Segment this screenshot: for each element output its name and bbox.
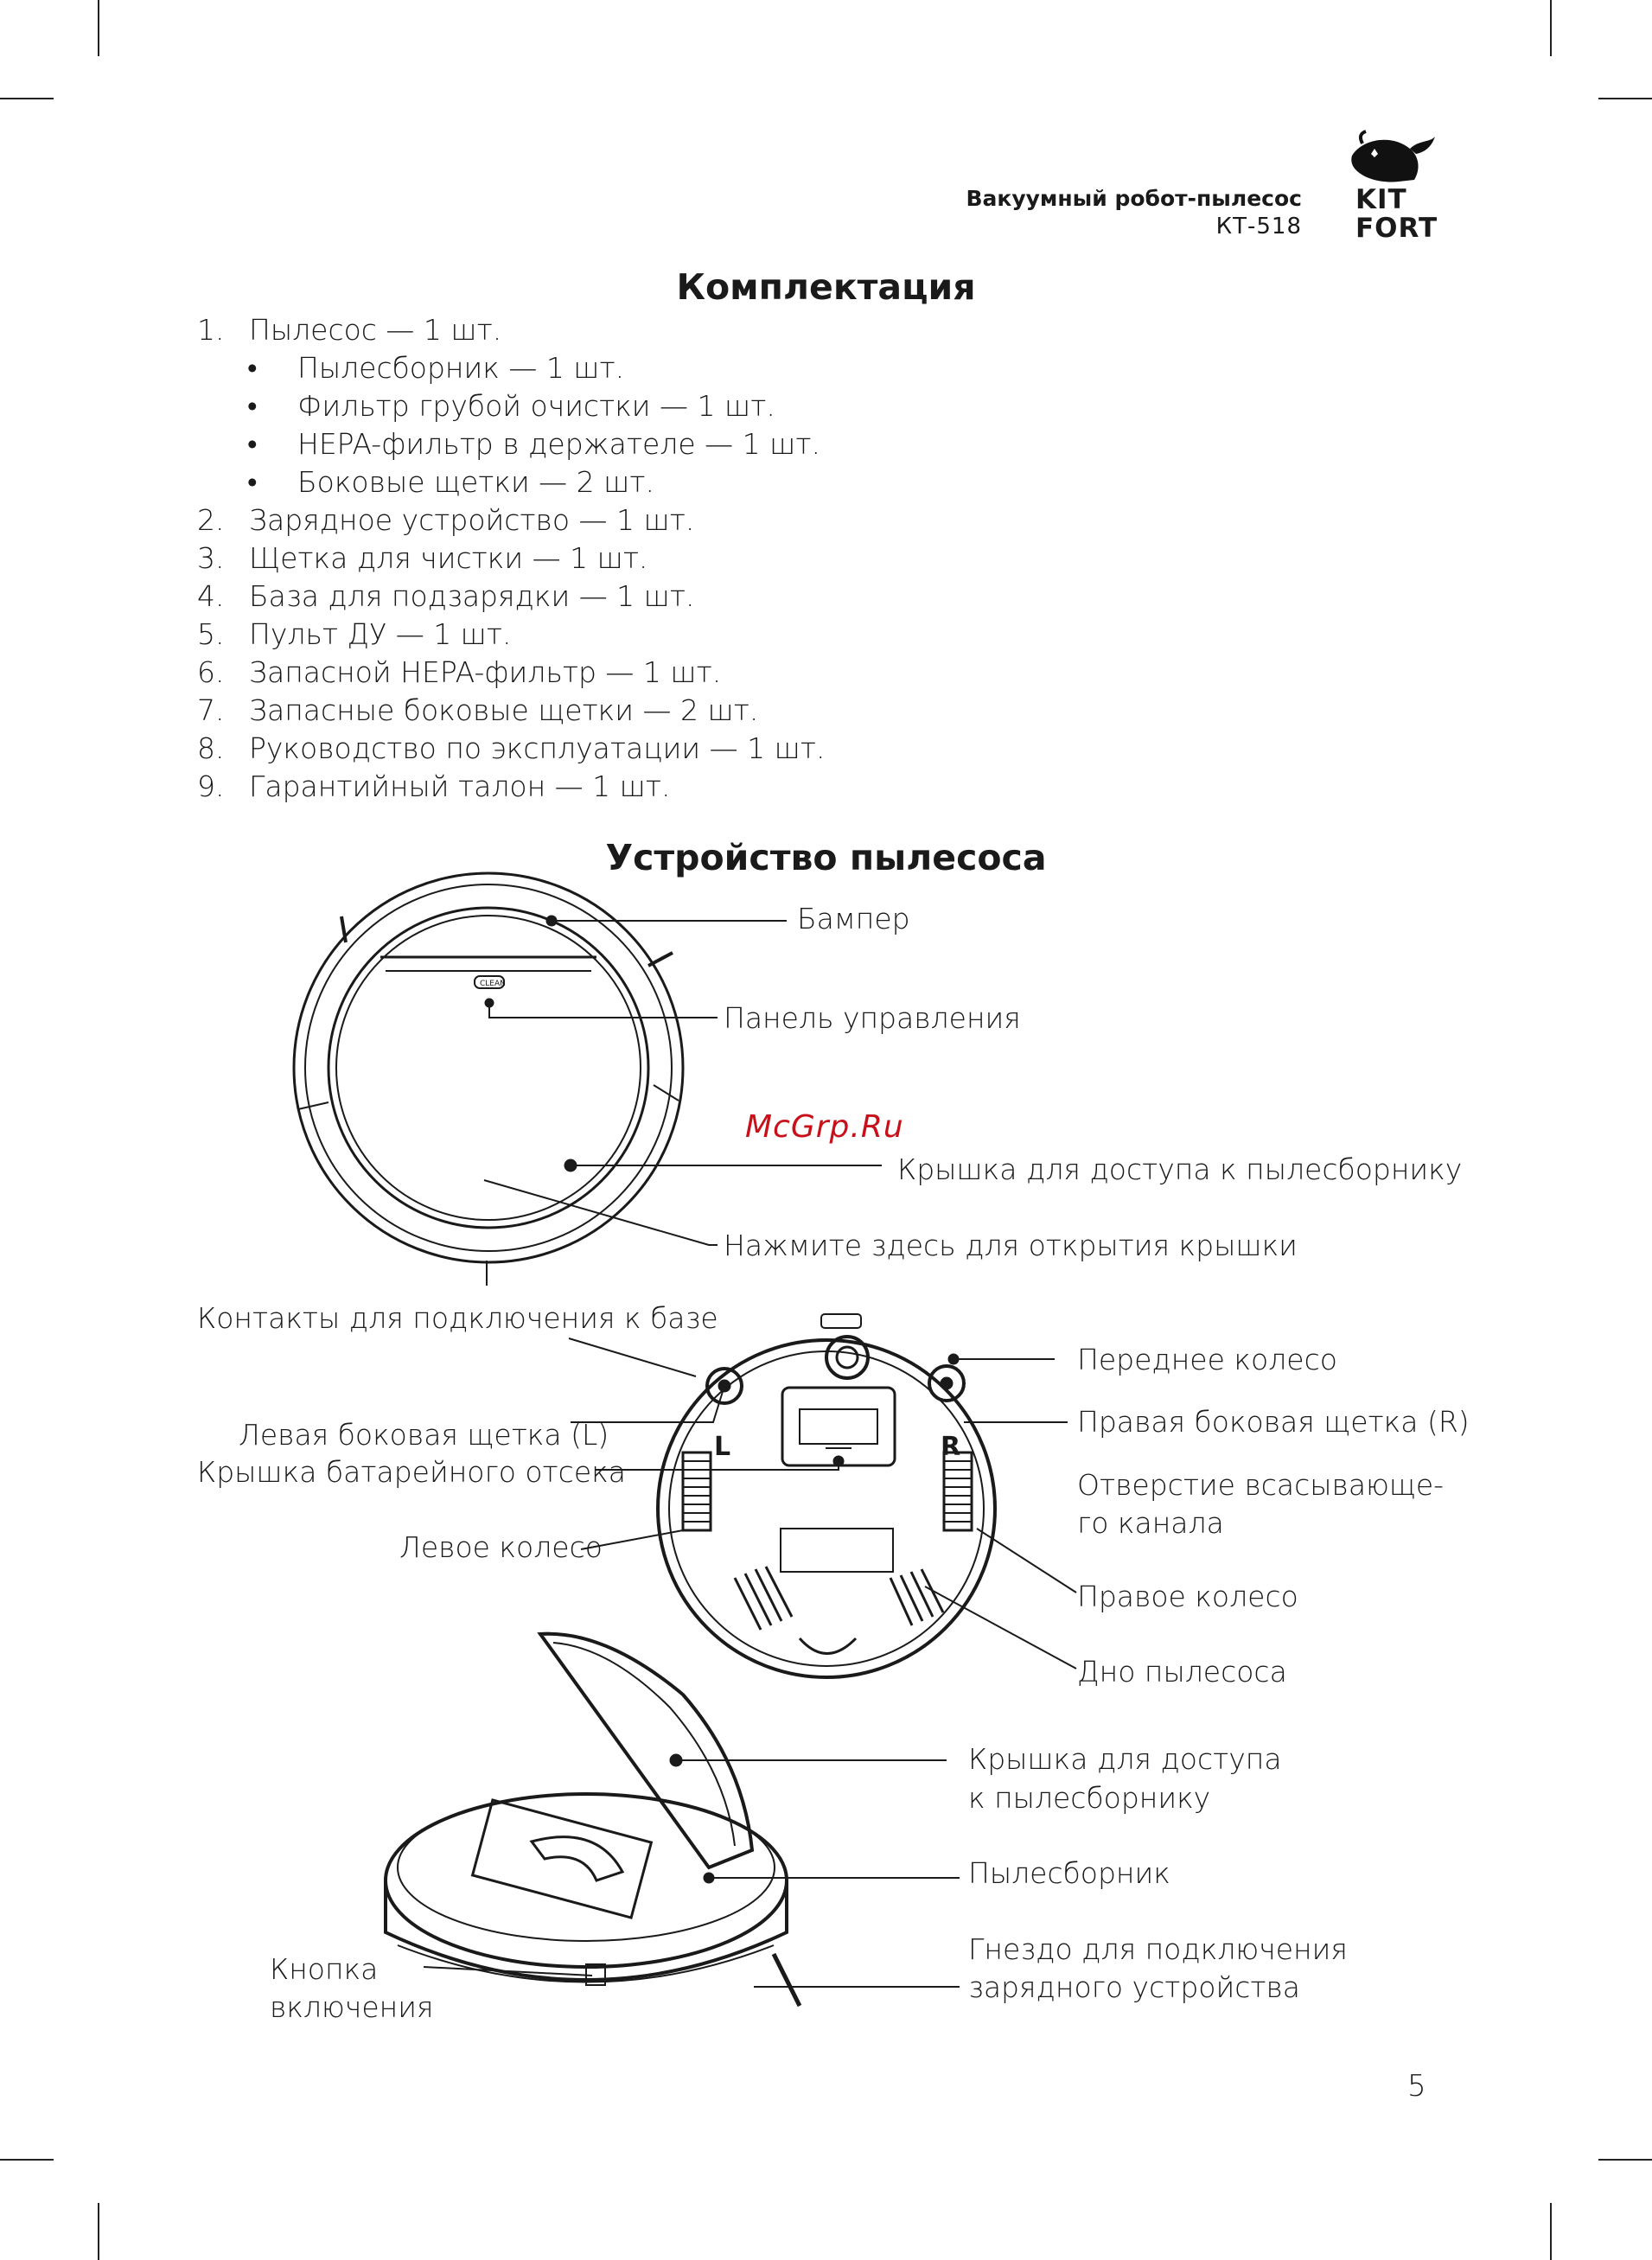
section-title-contents: Комплектация <box>676 266 976 308</box>
label-cover-line1: Крышка для доступа <box>968 1742 1282 1776</box>
label-cover-line2: к пылесборнику <box>968 1781 1211 1815</box>
label-suction-line1: Отверстие всасывающе- <box>1077 1468 1445 1502</box>
label-left-brush: Левая боковая щетка (L) <box>239 1418 609 1452</box>
logo-line-2: FORT <box>1355 213 1438 244</box>
open-view-diagram <box>386 1634 960 2006</box>
model-number: КТ-518 <box>1215 214 1302 239</box>
label-dust-cover: Крышка для доступа к пылесборнику <box>897 1152 1463 1186</box>
label-front-wheel: Переднее колесо <box>1077 1343 1337 1376</box>
label-power-line1: Кнопка <box>270 1952 379 1986</box>
page-number: 5 <box>1407 2069 1426 2104</box>
mark-right: R <box>941 1432 961 1462</box>
label-battery-cover: Крышка батарейного отсека <box>197 1455 626 1489</box>
product-name: Вакуумный робот-пылесос <box>966 186 1302 211</box>
top-view-diagram <box>294 873 882 1286</box>
bottom-view-diagram <box>569 1314 1076 1677</box>
label-suction-line2: го канала <box>1077 1506 1224 1540</box>
label-right-wheel: Правое колесо <box>1077 1580 1298 1613</box>
label-socket-line1: Гнездо для подключения <box>968 1932 1348 1966</box>
label-dustbin: Пылесборник <box>968 1856 1170 1890</box>
watermark: McGrp.Ru <box>745 1109 904 1145</box>
logo-line-1: KIT <box>1355 184 1407 215</box>
label-socket-line2: зарядного устройства <box>968 1970 1301 2004</box>
mark-left: L <box>714 1432 731 1462</box>
label-right-brush: Правая боковая щетка (R) <box>1077 1405 1470 1439</box>
label-bottom: Дно пылесоса <box>1077 1655 1287 1689</box>
label-control-panel: Панель управления <box>724 1001 1021 1035</box>
label-press-here: Нажмите здесь для открытия крышки <box>724 1229 1298 1262</box>
panel-button-text: CLEAN <box>480 980 506 988</box>
label-power-line2: включения <box>270 1990 434 2024</box>
label-bumper: Бампер <box>797 902 910 935</box>
section-title-device: Устройство пылесоса <box>605 837 1047 878</box>
label-contacts: Контакты для подключения к базе <box>197 1301 718 1335</box>
label-left-wheel: Левое колесо <box>399 1530 603 1564</box>
